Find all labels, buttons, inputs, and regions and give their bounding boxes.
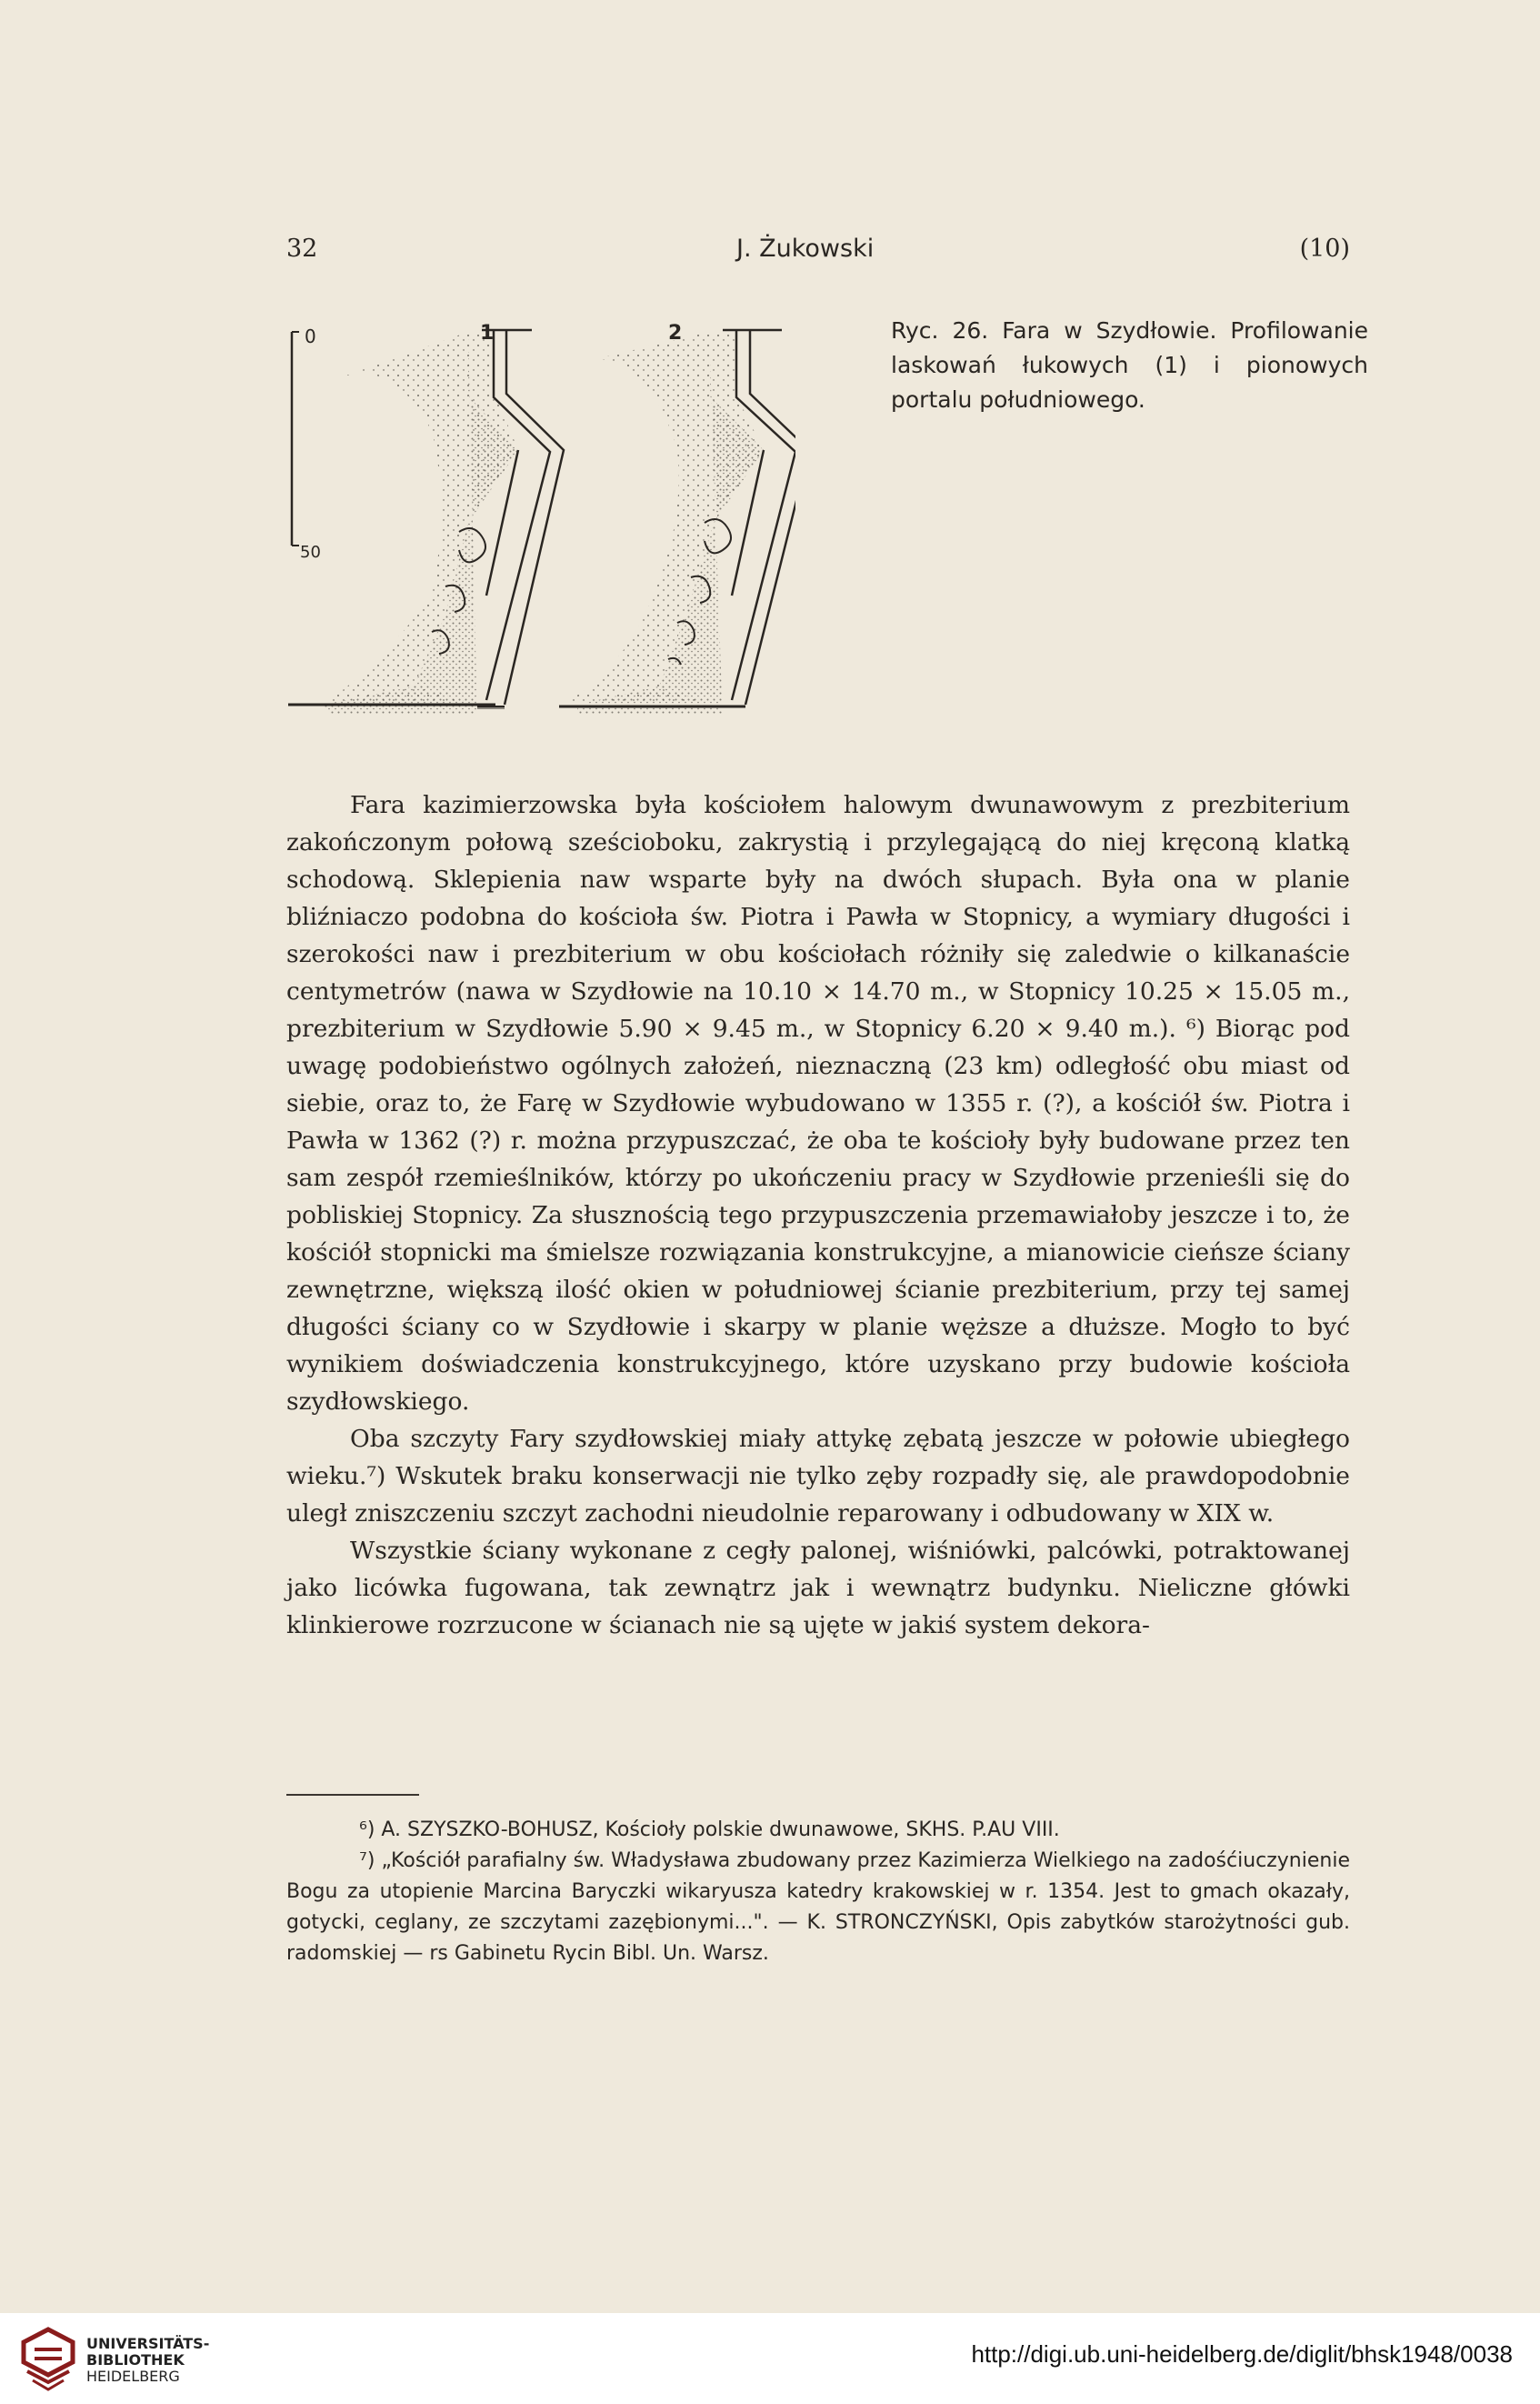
footnote-separator xyxy=(286,1794,419,1796)
profile-1-label: 1 xyxy=(480,323,495,345)
scale-label-bottom: 50 xyxy=(300,543,321,562)
paragraph: Oba szczyty Fary szydłowskiej miały attykę zębatą jeszcze w połowie ubiegłego wieku.⁷) Wskutek braku konserwacji nie tylko zęby rozpadły się, ale prawdopodobnie uległ zniszczeniu szczyt zachodni nieudolnie reparowany i odbudowany w XIX w. xyxy=(286,1425,1350,1528)
library-name: UNIVERSITÄTS- BIBLIOTHEK HEIDELBERG xyxy=(86,2335,210,2385)
footnotes xyxy=(286,1815,1350,1969)
source-url-link[interactable]: http://digi.ub.uni-heidelberg.de/diglit/bhsk1948/0038 xyxy=(971,2340,1513,2368)
library-logo-icon xyxy=(16,2326,80,2393)
running-author: J. Żukowski xyxy=(736,235,875,263)
scale-label-top: 0 xyxy=(305,326,316,347)
profile-drawing xyxy=(286,323,795,714)
digitization-footer xyxy=(0,2313,1540,2404)
figure-caption: Ryc. 26. Fara w Szydłowie. Profilowanie laskowań łukowych (1) i pionowych portalu południowego. xyxy=(891,317,1368,413)
page-header xyxy=(286,235,1350,271)
footnote: ⁷) „Kościół parafialny św. Władysława zbudowany przez Kazimierza Wielkiego na zadośćiuczynienie Bogu za utopienie Marcina Baryczki wikaryusza katedry krakowskiej w r. 1354. Jest to gmach okazały, gotycki, ceglany, ze szczytami zazębionymi...". — K. STRONCZYŃSKI, Opis zabytków starożytności gub. radomskiej — rs Gabinetu Rycin Bibl. Un. Warsz. xyxy=(286,1849,1350,1965)
section-number: (10) xyxy=(1299,235,1350,263)
profile-drawing-svg xyxy=(286,323,795,714)
profile-2-label: 2 xyxy=(668,323,683,345)
footnote: ⁶) A. SZYSZKO-BOHUSZ, Kościoły polskie dwunawowe, SKHS. P.AU VIII. xyxy=(359,1818,1060,1841)
page-number: 32 xyxy=(286,235,318,263)
paragraph: Fara kazimierzowska była kościołem halowym dwunawowym z prezbiterium zakończonym połową sześcioboku, zakrystią i przylegającą do niej kręconą klatką schodową. Sklepienia naw wsparte były na dwóch słupach. Była ona w planie bliźniaczo podobna do kościoła św. Piotra i Pawła w Stopnicy, a wymiary długości i szerokości naw i prezbiterium w obu kościołach różniły się zaledwie o kilkanaście centymetrów (nawa w Szydłowie na 10.10 × 14.70 m., w Stopnicy 10.25 × 15.05 m., prezbiterium w Szydłowie 5.90 × 9.45 m., w Stopnicy 6.20 × 9.40 m.). ⁶) Biorąc pod uwagę podobieństwo ogólnych założeń, nieznaczną (23 km) odległość obu miast od siebie, oraz to, że Farę w Szydłowie wybudowano w 1355 r. (?), a kościół św. Piotra i Pawła w 1362 (?) r. można przypuszczać, że oba te kościoły były budowane przez ten sam zespół rzemieślników, którzy po ukończeniu pracy w Szydłowie przenieśli się do pobliskiej Stopnicy. Za słusznością tego przypuszczenia przemawiałoby jeszcze i to, że kościół stopnicki ma śmielsze rozwiązania konstrukcyjne, a mianowicie cieńsze ściany zewnętrzne, większą ilość okien w południowej ścianie prezbiterium, przy tej samej długości ściany co w Szydłowie i skarpy w planie węższe a dłuższe. Mogło to być wynikiem doświadczenia konstrukcyjnego, które uzyskano przy budowie kościoła szydłowskiego. xyxy=(286,791,1350,1416)
profile-1-outline xyxy=(482,330,564,705)
main-text xyxy=(286,786,1350,1644)
paragraph: Wszystkie ściany wykonane z cegły palonej, wiśniówki, palcówki, potraktowanej jako licówka fugowana, tak zewnątrz jak i wewnątrz budynku. Nieliczne główki klinkierowe rozrzucone w ścianach nie są ujęte w jakiś system dekora- xyxy=(286,1537,1350,1639)
